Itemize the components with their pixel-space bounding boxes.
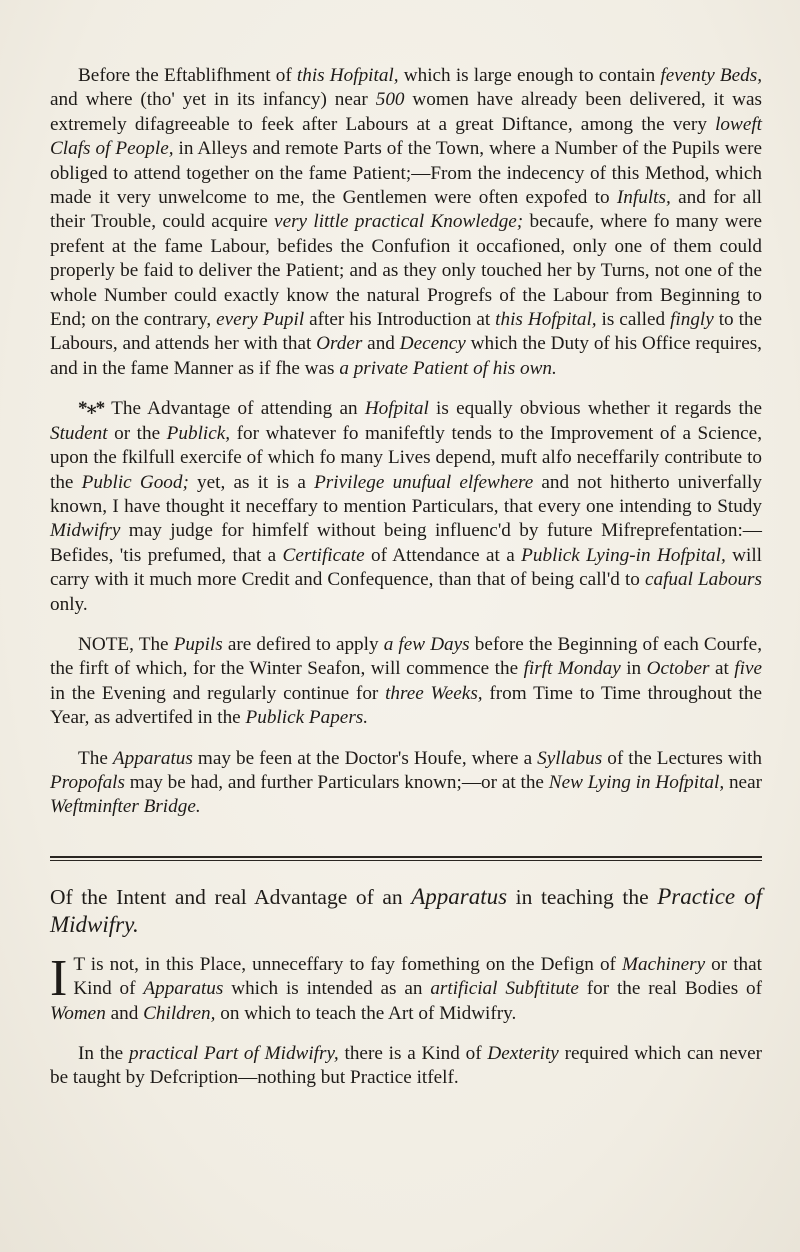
italic-run: Apparatus (143, 978, 224, 1000)
italic-run: October (646, 658, 710, 680)
italic-run: Publick, (166, 422, 231, 444)
italic-run: cafual Labours (644, 569, 762, 591)
italic-run: feventy Beds, (660, 65, 762, 86)
text-run: and not hitherto univerfally known, I have thought it neceffary to mention Particulars, that every one intending to Study (50, 471, 762, 517)
text-column (50, 64, 762, 1091)
italic-run: Student (50, 422, 108, 444)
paragraph-hospital-establishment (50, 64, 762, 381)
italic-run: Syllabus (537, 747, 603, 769)
italic-run: a private Patient of his own. (339, 357, 557, 379)
text-run: Before the Eftablifhment of (78, 65, 297, 86)
text-run: The (78, 747, 113, 769)
italic-run: Propofals (50, 771, 125, 793)
section-heading (50, 883, 762, 939)
text-run: in (620, 658, 647, 680)
text-run: may be had, and further Particulars known;—or at the (124, 771, 549, 793)
text-run: to the Labours, and attends her with that (50, 309, 763, 355)
text-run: for whatever fo manifeftly tends to the Improvement of a Science, upon the fkilfull exercife of which fo many Lives depend, muft alfo neceffarily contribute to the (50, 422, 762, 493)
text-run: for the real Bodies of (578, 978, 762, 1000)
section-divider (50, 856, 762, 861)
text-run: in teaching the (507, 884, 658, 909)
text-run: or the (107, 422, 167, 444)
text-run: In the (78, 1043, 129, 1064)
text-run: NOTE, The (78, 633, 174, 655)
text-run: only. (50, 593, 88, 615)
text-run: will carry with it much more Credit and Confequence, than that of being call'd to (50, 544, 762, 591)
paragraph-dexterity (50, 1042, 762, 1091)
text-run: of the Lectures with (602, 747, 762, 769)
italic-run: Weftminfter Bridge. (50, 796, 201, 818)
italic-run: practical Part of Midwifry, (128, 1043, 339, 1064)
text-run: which is intended as an (223, 978, 431, 1000)
text-run: becaufe, where fo many were prefent at the fame Labour, befides the Confufion it occafioned, only one of them could properly be faid to deliver the Patient; and as they only touched her by Turns, not one of the whole Number could exactly know the natural Progrefs of the Labour from Beginning to End; on the contrary, (50, 211, 763, 331)
text-run: Of the Intent and real Advantage of an (50, 884, 412, 909)
drop-cap: I (50, 949, 68, 1007)
text-run: is equally obvious whether it regards the (428, 398, 762, 420)
text-run: which is large enough to contain (398, 65, 661, 86)
italic-run: this Hofpital, (495, 309, 597, 331)
italic-run: Apparatus (411, 883, 508, 909)
text-run: and where (tho' yet in its infancy) near (50, 89, 376, 111)
italic-run: every Pupil (216, 309, 305, 331)
italic-run: artificial Subftitute (430, 978, 579, 1000)
text-run: and (362, 333, 400, 355)
handwritten-number: 500 (375, 89, 405, 111)
paragraph-note (50, 633, 762, 731)
text-run: required which can never be taught by Defcription—nothing but Practice itfelf. (50, 1043, 762, 1089)
italic-run: Privilege unufual elfewhere (314, 471, 534, 493)
text-run: women have already been delivered, it was extremely difagreeable to feek after Labours at a great Diftance, among the very (50, 89, 762, 135)
text-run: near (724, 771, 762, 793)
text-run: of Attendance at a (364, 544, 522, 566)
italic-run: firft Monday (523, 658, 621, 680)
italic-run: Infults, (616, 187, 671, 209)
italic-run: fingly (670, 309, 714, 331)
text-run: before the Beginning of each Courfe, the firft of which, for the Winter Seafon, will commence the (50, 633, 762, 680)
text-run: yet, as it is a (188, 471, 315, 493)
paragraph-hospital-advantage (50, 397, 762, 617)
text-run: may judge for himfelf without being influenc'd by future Mifreprefentation:—Befides, 'tis prefumed, that a (50, 520, 762, 566)
asterism-mark: *⁎* (78, 398, 105, 420)
italic-run: Machinery (622, 953, 706, 975)
text-run: from Time to Time throughout the Year, as advertifed in the (50, 682, 762, 729)
italic-run: a few Days (383, 633, 470, 655)
text-run: there is a Kind of (338, 1043, 488, 1064)
text-run: T is not, in this Place, unneceffary to fay fomething on the Defign of (73, 953, 622, 975)
italic-run: five (734, 658, 762, 680)
text-run: at (709, 658, 735, 680)
text-run: are defired to apply (222, 633, 384, 655)
text-run: in Alleys and remote Parts of the Town, where a Number of the Pupils were obliged to attend together on the fame Patient;—From the indecency of this Method, which made it very unwelcome to me, the Gentlemen were often expofed to (50, 138, 762, 209)
text-run: is called (596, 309, 671, 331)
italic-run: Apparatus (112, 747, 193, 769)
italic-run: Midwifry (50, 520, 121, 542)
italic-run: Pupils (173, 633, 223, 655)
italic-run: Publick Lying-in Hofpital, (521, 544, 726, 566)
text-run: may be feen at the Doctor's Houfe, where a (192, 747, 538, 769)
paragraph-apparatus-location (50, 747, 762, 820)
italic-run: Women (50, 1002, 106, 1024)
italic-run: Dexterity (487, 1043, 559, 1064)
italic-run: three Weeks, (385, 682, 483, 704)
italic-run: Decency (399, 333, 466, 355)
italic-run: Practice of Midwifry. (50, 883, 762, 937)
italic-run: New Lying in Hofpital, (548, 771, 725, 793)
italic-run: Certificate (282, 544, 365, 566)
italic-run: Order (316, 333, 363, 355)
text-run: after his Introduction at (304, 309, 496, 331)
text-run: or that Kind of (73, 953, 762, 1000)
text-run: in the Evening and regularly continue for (50, 682, 386, 704)
italic-run: Publick Papers. (245, 707, 369, 729)
italic-run: very little practical Knowledge; (274, 211, 524, 233)
italic-run: this Hofpital, (296, 65, 399, 86)
italic-run: Children, (143, 1002, 216, 1024)
text-run: which the Duty of his Office requires, and in the fame Manner as if fhe was (50, 333, 762, 379)
italic-run: loweft Clafs of People, (50, 113, 762, 160)
text-run: on which to teach the Art of Midwifry. (215, 1002, 517, 1024)
text-run: and for all their Trouble, could acquire (50, 187, 762, 233)
text-run: and (105, 1002, 144, 1024)
italic-run: Hofpital (364, 398, 429, 420)
italic-run: Public Good; (81, 471, 189, 493)
paragraph-apparatus-intent (50, 949, 762, 1026)
text-run: The Advantage of attending an (104, 398, 365, 420)
